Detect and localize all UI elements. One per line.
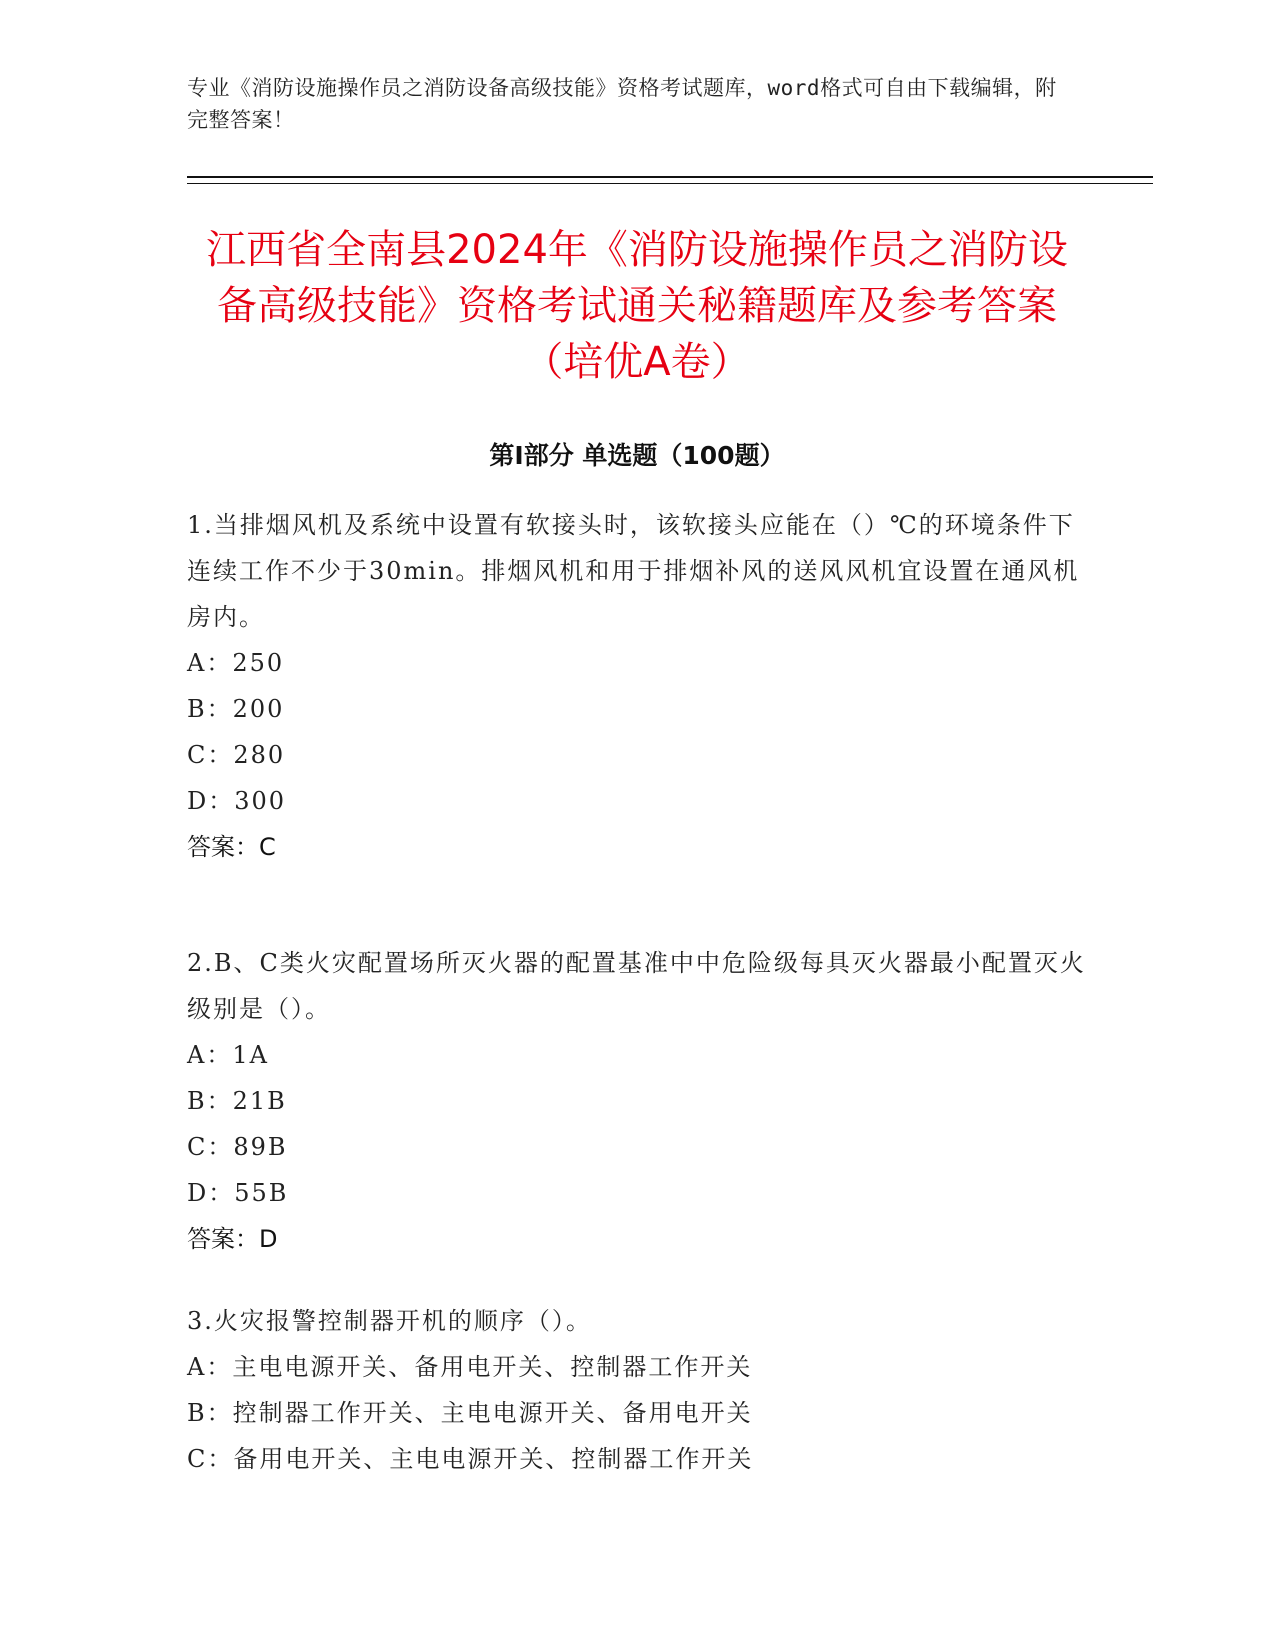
question-1 — [187, 502, 1087, 870]
answer: 答案：C — [187, 833, 276, 861]
option-c: C：280 — [187, 741, 286, 769]
header-rule-thick — [187, 176, 1153, 178]
option-d: D：300 — [187, 787, 287, 815]
option-d: D：55B — [187, 1179, 289, 1207]
option-b: B：21B — [187, 1087, 287, 1115]
document-title: 江西省全南县2024年《消防设施操作员之消防设备高级技能》资格考试通关秘籍题库及参考答案（培优A卷） — [206, 227, 1068, 385]
question-2 — [187, 940, 1087, 1262]
question-stem: 3.火灾报警控制器开机的顺序（）。 — [187, 1307, 592, 1335]
option-a: A：主电电源开关、备用电开关、控制器工作开关 — [187, 1353, 753, 1381]
question-3 — [187, 1298, 1087, 1482]
header-rule-thin — [187, 183, 1153, 184]
question-stem: 1.当排烟风机及系统中设置有软接头时，该软接头应能在（）℃的环境条件下连续工作不少于30min。排烟风机和用于排烟补风的送风风机宜设置在通风机房内。 — [187, 511, 1080, 631]
section-title: 第Ⅰ部分 单选题（100题） — [489, 441, 785, 470]
answer: 答案：D — [187, 1225, 278, 1253]
header-note: 专业《消防设施操作员之消防设备高级技能》资格考试题库，word格式可自由下载编辑，附完整答案！ — [187, 76, 1057, 132]
option-a: A：250 — [187, 649, 285, 677]
option-c: C：89B — [187, 1133, 288, 1161]
option-c: C：备用电开关、主电电源开关、控制器工作开关 — [187, 1445, 754, 1473]
option-b: B：200 — [187, 695, 285, 723]
option-b: B：控制器工作开关、主电电源开关、备用电开关 — [187, 1399, 753, 1427]
option-a: A：1A — [187, 1041, 269, 1069]
question-stem: 2.B、C类火灾配置场所灭火器的配置基准中中危险级每具灭火器最小配置灭火级别是（）。 — [187, 949, 1086, 1023]
